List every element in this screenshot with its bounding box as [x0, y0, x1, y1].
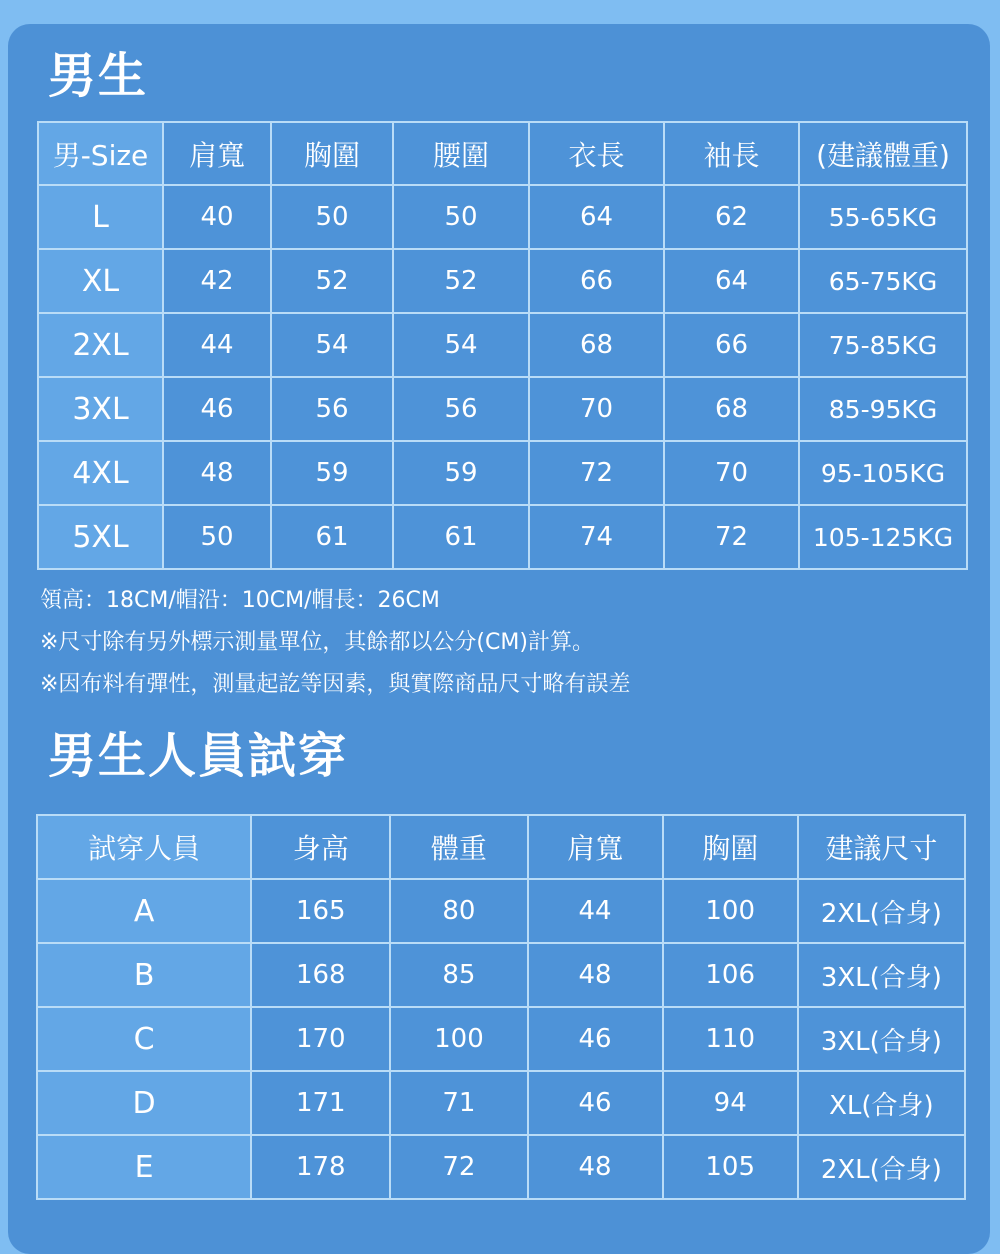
height-cell: 165	[251, 879, 390, 943]
shoulder-cell: 42	[163, 249, 271, 313]
header-waist: 腰圍	[393, 122, 529, 185]
size-cell: L	[38, 185, 163, 249]
header-height: 身高	[251, 815, 390, 879]
weight-cell: 85	[390, 943, 527, 1007]
sleeve-cell: 72	[664, 505, 799, 569]
tryon-section-title: 男生人員試穿	[48, 728, 349, 784]
height-cell: 178	[251, 1135, 390, 1199]
table-row	[38, 249, 967, 313]
weight-cell: 55-65KG	[799, 185, 967, 249]
chest-cell: 50	[271, 185, 393, 249]
height-cell: 171	[251, 1071, 390, 1135]
size-cell: 4XL	[38, 441, 163, 505]
header-weight: 體重	[390, 815, 527, 879]
chest-cell: 105	[663, 1135, 798, 1199]
sleeve-cell: 62	[664, 185, 799, 249]
tester-cell: D	[37, 1071, 251, 1135]
chest-cell: 52	[271, 249, 393, 313]
length-cell: 64	[529, 185, 664, 249]
shoulder-cell: 46	[528, 1007, 663, 1071]
header-suggested-size: 建議尺寸	[798, 815, 965, 879]
waist-cell: 54	[393, 313, 529, 377]
shoulder-cell: 46	[528, 1071, 663, 1135]
weight-cell: 105-125KG	[799, 505, 967, 569]
note-collar-hood: 領高：18CM/帽沿：10CM/帽長：26CM	[40, 588, 440, 613]
size-cell: 3XL	[38, 377, 163, 441]
table-row	[38, 313, 967, 377]
suggested-size-cell: 3XL(合身)	[798, 1007, 965, 1071]
shoulder-cell: 48	[163, 441, 271, 505]
header-length: 衣長	[529, 122, 664, 185]
sleeve-cell: 64	[664, 249, 799, 313]
table-row	[37, 943, 965, 1007]
table-row	[37, 1135, 965, 1199]
tester-cell: E	[37, 1135, 251, 1199]
weight-cell: 65-75KG	[799, 249, 967, 313]
tryon-table	[36, 814, 966, 1200]
size-cell: XL	[38, 249, 163, 313]
tryon-header-row	[37, 815, 965, 879]
length-cell: 70	[529, 377, 664, 441]
shoulder-cell: 44	[528, 879, 663, 943]
chest-cell: 59	[271, 441, 393, 505]
waist-cell: 52	[393, 249, 529, 313]
weight-cell: 71	[390, 1071, 527, 1135]
table-row	[38, 441, 967, 505]
chest-cell: 100	[663, 879, 798, 943]
size-chart-table	[37, 121, 968, 570]
waist-cell: 61	[393, 505, 529, 569]
suggested-size-cell: 2XL(合身)	[798, 1135, 965, 1199]
note-tolerance: ※因布料有彈性，測量起訖等因素，與實際商品尺寸略有誤差	[40, 672, 631, 697]
waist-cell: 50	[393, 185, 529, 249]
shoulder-cell: 50	[163, 505, 271, 569]
suggested-size-cell: 2XL(合身)	[798, 879, 965, 943]
shoulder-cell: 40	[163, 185, 271, 249]
chest-cell: 94	[663, 1071, 798, 1135]
shoulder-cell: 46	[163, 377, 271, 441]
sleeve-cell: 66	[664, 313, 799, 377]
shoulder-cell: 48	[528, 943, 663, 1007]
chest-cell: 106	[663, 943, 798, 1007]
header-shoulder: 肩寬	[163, 122, 271, 185]
table-row	[37, 1007, 965, 1071]
sleeve-cell: 70	[664, 441, 799, 505]
table-row	[38, 185, 967, 249]
chest-cell: 56	[271, 377, 393, 441]
sleeve-cell: 68	[664, 377, 799, 441]
weight-cell: 85-95KG	[799, 377, 967, 441]
shoulder-cell: 44	[163, 313, 271, 377]
weight-cell: 100	[390, 1007, 527, 1071]
chest-cell: 61	[271, 505, 393, 569]
weight-cell: 80	[390, 879, 527, 943]
length-cell: 72	[529, 441, 664, 505]
tester-cell: B	[37, 943, 251, 1007]
size-chart-header-row	[38, 122, 967, 185]
size-notes	[40, 580, 970, 706]
waist-cell: 59	[393, 441, 529, 505]
length-cell: 74	[529, 505, 664, 569]
weight-cell: 75-85KG	[799, 313, 967, 377]
suggested-size-cell: 3XL(合身)	[798, 943, 965, 1007]
size-cell: 5XL	[38, 505, 163, 569]
table-row	[37, 879, 965, 943]
header-size: 男-Size	[38, 122, 163, 185]
length-cell: 68	[529, 313, 664, 377]
table-row	[38, 505, 967, 569]
table-row	[37, 1071, 965, 1135]
note-unit: ※尺寸除有另外標示測量單位，其餘都以公分(CM)計算。	[40, 630, 594, 655]
size-cell: 2XL	[38, 313, 163, 377]
tester-cell: C	[37, 1007, 251, 1071]
waist-cell: 56	[393, 377, 529, 441]
header-chest: 胸圍	[271, 122, 393, 185]
header-suggested-weight: (建議體重)	[799, 122, 967, 185]
tester-cell: A	[37, 879, 251, 943]
header-shoulder: 肩寬	[528, 815, 663, 879]
weight-cell: 95-105KG	[799, 441, 967, 505]
chest-cell: 110	[663, 1007, 798, 1071]
header-sleeve: 袖長	[664, 122, 799, 185]
weight-cell: 72	[390, 1135, 527, 1199]
table-row	[38, 377, 967, 441]
height-cell: 170	[251, 1007, 390, 1071]
length-cell: 66	[529, 249, 664, 313]
suggested-size-cell: XL(合身)	[798, 1071, 965, 1135]
shoulder-cell: 48	[528, 1135, 663, 1199]
header-tester: 試穿人員	[37, 815, 251, 879]
height-cell: 168	[251, 943, 390, 1007]
chest-cell: 54	[271, 313, 393, 377]
header-chest: 胸圍	[663, 815, 798, 879]
men-section-title: 男生	[48, 48, 149, 104]
